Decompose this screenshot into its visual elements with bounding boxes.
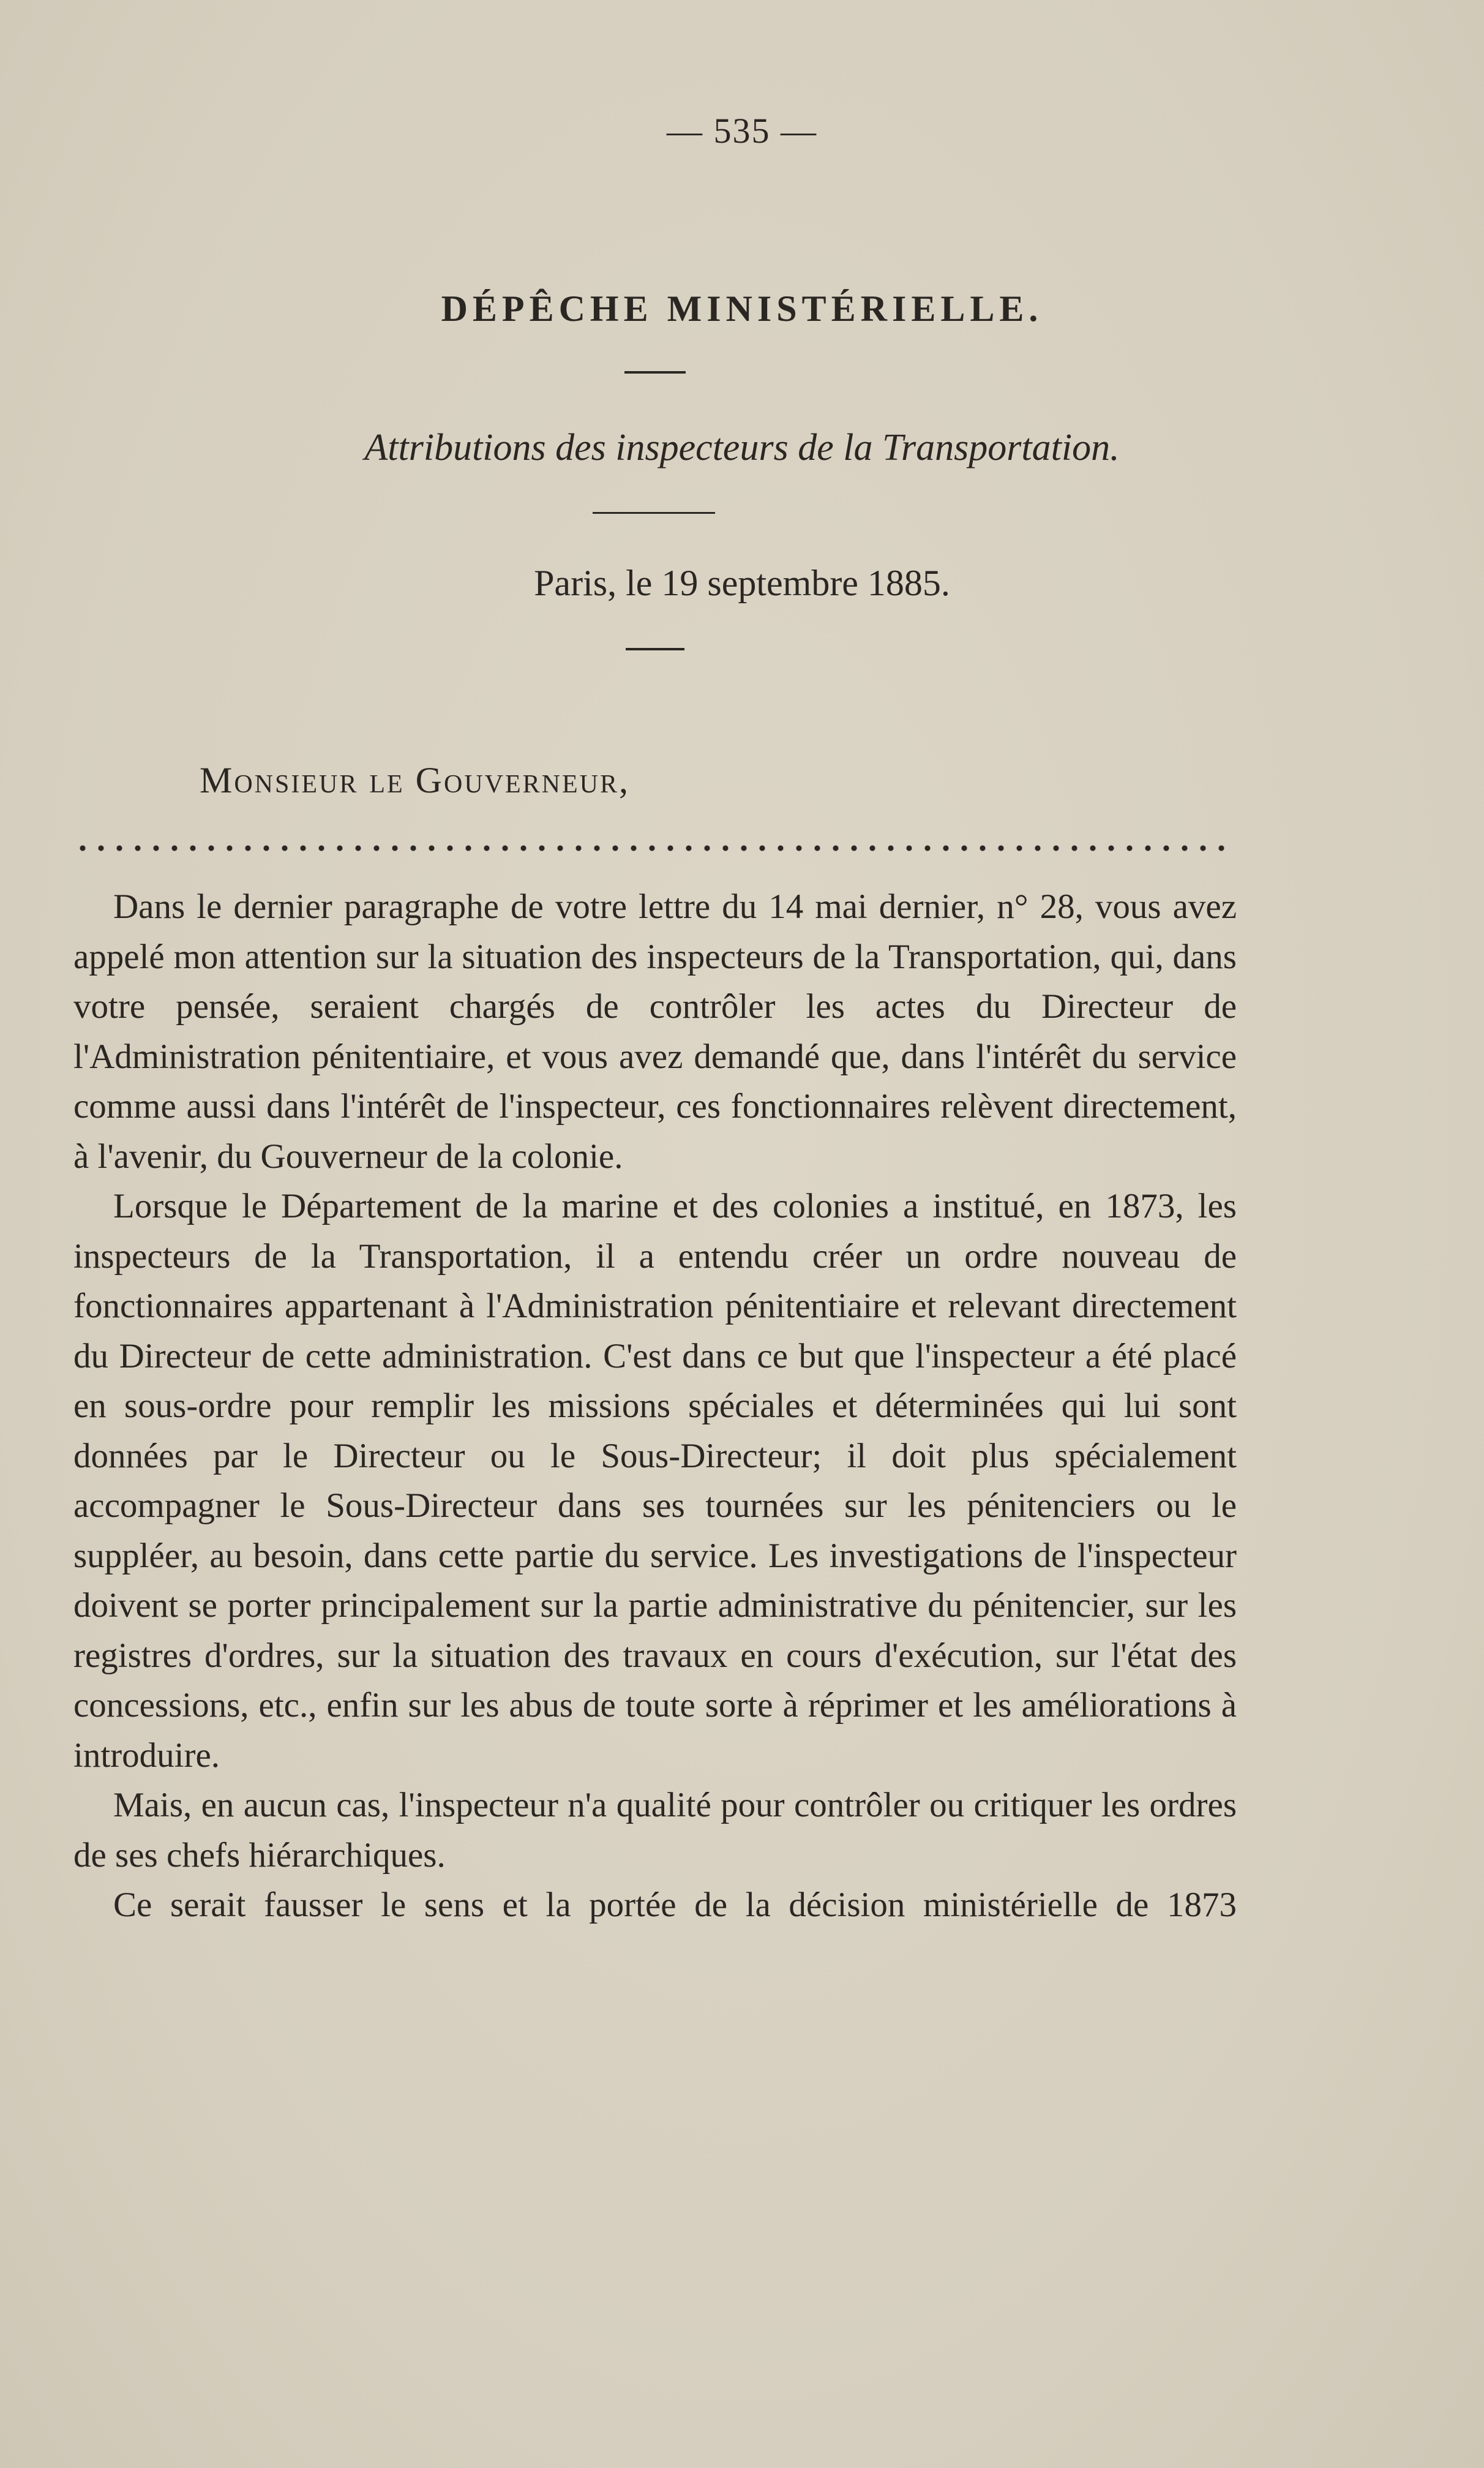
paragraph: Dans le dernier paragraphe de votre lettre du 14 mai dernier, n° 28, vous avez appelé mon attention sur la situation des inspecteurs de la Transportation, qui, dans votre pensée, seraient chargés de contrôler les actes du Directeur de l'Administration pénitentiaire, et vous avez demandé que, dans l'intérêt du service comme aussi dans l'intérêt de l'inspecteur, ces fonctionnaires relèvent directement, à l'avenir, du Gouverneur de la colonie. (73, 887, 1237, 1176)
title-divider (624, 371, 686, 374)
paragraph: Lorsque le Département de la marine et des colonies a institué, en 1873, les inspecteurs de la Transportation, il a entendu créer un ordre nouveau de fonctionnaires appartenant à l'Administration pénitentiaire et relevant directement du Directeur de cette administration. C'est dans ce but que l'inspecteur a été placé en sous-ordre pour remplir les missions spéciales et déterminées qui lui sont données par le Directeur ou le Sous-Directeur; il doit plus spécialement accompagner le Sous-Directeur dans ses tournées sur les pénitenciers ou le suppléer, au besoin, dans cette partie du service. Les investigations de l'inspecteur doivent se porter principalement sur la partie administrative du pénitencier, sur les registres d'ordres, sur la situation des travaux en cours d'exécution, sur l'état des concessions, etc., enfin sur les abus de toute sorte à réprimer et les améliorations à introduire. (73, 1187, 1237, 1775)
letter-body (73, 882, 1237, 1930)
page-number: — 535 — (667, 111, 817, 151)
dateline-divider (626, 648, 684, 650)
ellipsis-dot-leader (73, 842, 1237, 854)
dateline: Paris, le 19 septembre 1885. (534, 563, 950, 603)
document-subtitle: Attributions des inspecteurs de la Transportation. (364, 427, 1120, 468)
paragraph: Mais, en aucun cas, l'inspecteur n'a qualité pour contrôler ou critiquer les ordres de ses chefs hiérarchiques. (73, 1786, 1237, 1875)
salutation: Monsieur le Gouverneur, (200, 760, 630, 800)
subtitle-divider (593, 512, 715, 514)
document-title: DÉPÊCHE MINISTÉRIELLE. (441, 288, 1043, 329)
paragraph: Ce serait fausser le sens et la portée de la décision ministérielle de 1873 (113, 1886, 1237, 1924)
